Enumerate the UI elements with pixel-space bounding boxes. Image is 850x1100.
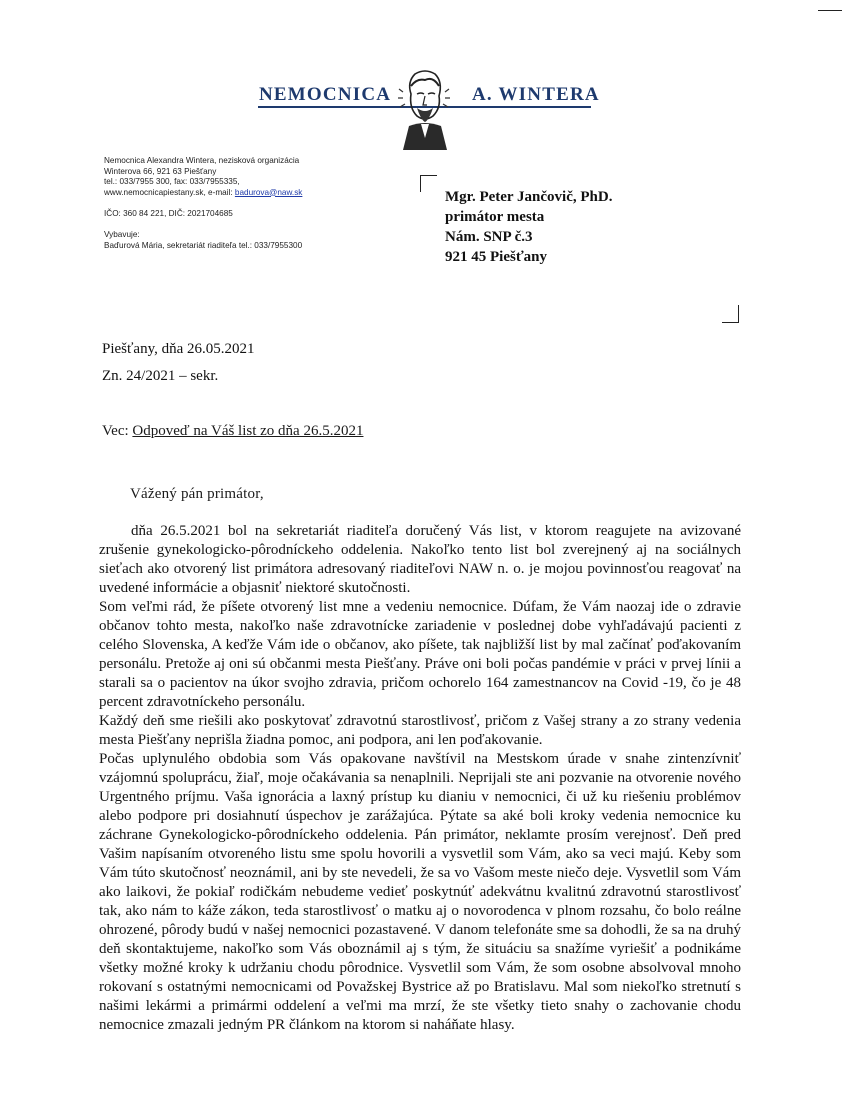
sender-address-block bbox=[104, 156, 302, 198]
recipient-city: 921 45 Piešťany bbox=[445, 249, 547, 265]
recipient-role: primátor mesta bbox=[445, 209, 545, 225]
founder-portrait-icon bbox=[397, 64, 453, 150]
salutation: Vážený pán primátor, bbox=[130, 486, 264, 502]
letter-body bbox=[99, 522, 741, 1035]
recipient-address bbox=[445, 187, 612, 267]
sender-web-line bbox=[104, 188, 302, 199]
letter-date: Piešťany, dňa 26.05.2021 bbox=[102, 341, 255, 357]
reference-number: Zn. 24/2021 – sekr. bbox=[102, 368, 219, 384]
handler-block bbox=[104, 230, 302, 251]
body-paragraph: dňa 26.5.2021 bol na sekretariát riaditeľa doručený Vás list, v ktorom reagujete na avizované zrušenie gynekologicko-pôrodníckeho oddelenia. Nakoľko tento list bol zverejnený aj na sociálnych sieťach ako otvorený list primátora adresovaný riaditeľovi NAW n. o. je mojou povinnosťou reagovať na uvedené informácie a objasniť niektoré skutočnosti. bbox=[99, 523, 741, 596]
sender-email-link[interactable]: badurova@naw.sk bbox=[234, 187, 303, 197]
sender-org: Nemocnica Alexandra Wintera, nezisková organizácia bbox=[104, 156, 300, 165]
body-paragraph: Počas uplynulého obdobia som Vás opakovane navštívil na Mestskom úrade v snahe zintenzívniť vzájomnú spoluprácu, žiaľ, moje očakávania sa nenaplnili. Neprijali ste ani pozvanie na otvorenie nového Urgentného príjmu. Vaša ignorácia a laxný prístup ku dianiu v nemocnici, či už ku riešeniu problémov alebo podpore pri dosiahnutí úspechov je zarážajúca. Pýtate sa aké boli kroky vedenia nemocnice ku záchrane Gynekologicko-pôrodníckeho oddelenia. Pán primátor, neklamte prosím verejnosť. Deň pred Vašim napísaním otvoreného listu sme spolu hovorili a vysvetlil som Vám, ako sa veci majú. Keby som Vám túto skutočnosť neoznámil, ani by ste nevedeli, že sa vo Vašom meste niečo deje. Vysvetlil som Vám ako laikovi, že pokiaľ rodičkám nebudeme vedieť poskytnúť adekvátnu kvalitnú zdravotnú starostlivosť tak, ako nám to káže zákon, teda starostlivosť o matku aj o novorodenca v plnom rozsahu, čo bolo reálne ohrozené, pôrody budú v našej nemocnici pozastavené. V danom telefonáte sme sa dohodli, že sa na druhý deň skontaktujeme, nakoľko som Vás oboznámil aj s tým, že situáciu sa snažíme vyriešiť a podnikáme všetky možné kroky k udržaniu chodu pôrodnice. Vysvetlil som Vám, že som osobne absolvoval mnoho rokovaní s ostatnými nemocnicami od Považskej Bystrice až po Bratislavu. Mal som niekoľko stretnutí s našimi lekármi a primármi oddelení a veľmi ma mrzí, že ste všetky tieto snahy o zachovanie chodu nemocnice zmazali jedným PR článkom na ktorom si naháňate hlasy. bbox=[99, 751, 741, 1033]
body-paragraph: Každý deň sme riešili ako poskytovať zdravotnú starostlivosť, pričom z Vašej strany a zo strany vedenia mesta Piešťany neprišla žiadna pomoc, ani podpora, ani len poďakovanie. bbox=[99, 713, 741, 748]
subject-prefix: Vec: bbox=[102, 423, 133, 439]
address-corner-mark bbox=[420, 175, 437, 176]
address-corner-mark bbox=[722, 322, 739, 323]
address-corner-mark bbox=[738, 305, 739, 323]
handler-name: Baďurová Mária, sekretariát riaditeľa tel.: 033/7955300 bbox=[104, 240, 303, 250]
sender-phone: tel.: 033/7955 300, fax: 033/7955335, bbox=[104, 177, 240, 186]
hospital-name-left: NEMOCNICA bbox=[259, 84, 392, 105]
body-paragraph: Som veľmi rád, že píšete otvorený list mne a vedeniu nemocnice. Dúfam, že Vám naozaj ide o zdravie občanov tohto mesta, nakoľko naše zdravotnícke zariadenie v poslednej dobe vyhľadávajú pacienti z celého Slovenska, A keďže Vám ide o občanov, ako píšete, tak najbližší list by mal začínať poďakovaním personálu. Pretože aj oni sú občanmi mesta Piešťany. Práve oni boli počas pandémie v práci v prvej línii a starali sa o pacientov na úkor svojho zdravia, pričom ochorelo 164 zamestnancov na Covid -19, čo je 48 percent zdravotníckeho personálu. bbox=[99, 599, 741, 710]
hospital-name-right: A. WINTERA bbox=[472, 84, 600, 105]
sender-address: Winterova 66, 921 63 Piešťany bbox=[104, 166, 217, 176]
sender-web: www.nemocnicapiestany.sk, e-mail: bbox=[104, 187, 235, 197]
sender-ids: IČO: 360 84 221, DIČ: 2021704685 bbox=[104, 209, 233, 218]
handler-label: Vybavuje: bbox=[104, 230, 140, 239]
subject-line bbox=[102, 423, 363, 440]
subject-text: Odpoveď na Váš list zo dňa 26.5.2021 bbox=[132, 423, 364, 439]
recipient-name: Mgr. Peter Jančovič, PhD. bbox=[445, 189, 613, 205]
address-corner-mark bbox=[420, 175, 421, 192]
fold-mark bbox=[818, 10, 842, 11]
recipient-street: Nám. SNP č.3 bbox=[445, 229, 533, 245]
